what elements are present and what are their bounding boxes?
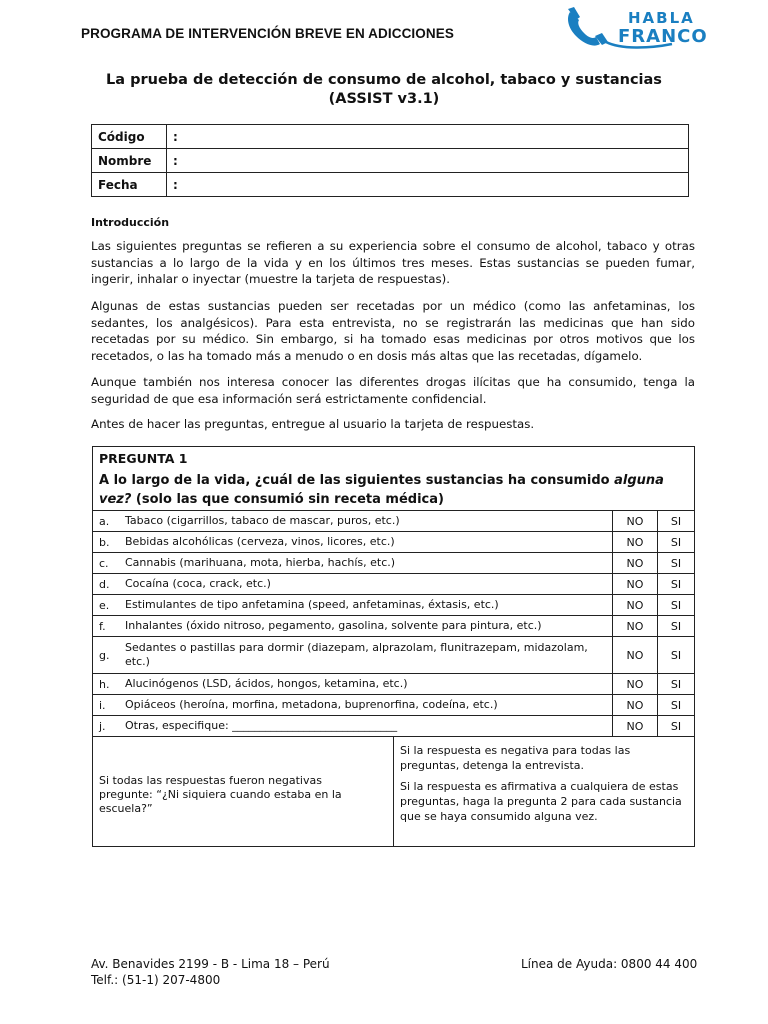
table-row	[93, 595, 694, 616]
answer-no[interactable]: NO	[613, 716, 658, 737]
answer-si[interactable]: SI	[658, 574, 695, 595]
question-text-emphasis: alguna vez?	[99, 473, 664, 507]
habla-franco-logo	[562, 4, 722, 54]
item-letter: g.	[93, 637, 125, 674]
table-row	[93, 637, 694, 674]
question-heading: PREGUNTA 1	[99, 451, 188, 466]
instruction-right-text	[400, 743, 685, 830]
footer-address: Av. Benavides 2199 - B - Lima 18 – Perú	[91, 957, 330, 971]
answer-si[interactable]: SI	[658, 716, 695, 737]
id-row-fecha	[92, 173, 689, 197]
table-row	[93, 532, 694, 553]
item-description: Tabaco (cigarrillos, tabaco de mascar, puros, etc.)	[125, 511, 613, 532]
instruction-right-cell	[394, 736, 694, 846]
item-letter: d.	[93, 574, 125, 595]
id-value-field[interactable]: :	[167, 125, 689, 149]
item-letter: c.	[93, 553, 125, 574]
question-text-part: A lo largo de la vida, ¿cuál de las siguientes sustancias ha consumido	[99, 473, 615, 488]
intro-paragraph: Las siguientes preguntas se refieren a su experiencia sobre el consumo de alcohol, tabaco y otras sustancias a lo largo de la vida y en los últimos tres meses. Estas sustancias se pueden fumar, ingerir, inhalar o inyectar (muestre la tarjeta de respuestas).	[91, 239, 695, 286]
table-row	[93, 511, 694, 532]
item-description: Estimulantes de tipo anfetamina (speed, anfetaminas, éxtasis, etc.)	[125, 595, 613, 616]
instruction-continue-text: Si la respuesta es afirmativa a cualquiera de estas preguntas, haga la pregunta 2 para cada sustancia que se haya consumido alguna vez.	[400, 780, 682, 823]
substance-table	[93, 510, 694, 737]
item-letter: a.	[93, 511, 125, 532]
item-description[interactable]: Otras, especifique: ______________________________	[125, 716, 613, 737]
item-description: Opiáceos (heroína, morfina, metadona, buprenorfina, codeína, etc.)	[125, 695, 613, 716]
intro-paragraph: Aunque también nos interesa conocer las diferentes drogas ilícitas que ha consumido, tenga la seguridad de que esa información será estrictamente confidencial.	[91, 375, 695, 406]
item-letter: j.	[93, 716, 125, 737]
answer-no[interactable]: NO	[613, 595, 658, 616]
instruction-stop-text: Si la respuesta es negativa para todas las preguntas, detenga la entrevista.	[400, 744, 631, 772]
table-row	[93, 716, 694, 737]
answer-si[interactable]: SI	[658, 695, 695, 716]
table-row	[93, 616, 694, 637]
question-text	[99, 471, 689, 509]
footer-phone: Telf.: (51-1) 207-4800	[91, 973, 221, 987]
program-title: PROGRAMA DE INTERVENCIÓN BREVE EN ADICCIONES	[81, 26, 454, 41]
question-text-part: (solo las que consumió sin receta médica)	[131, 492, 444, 507]
item-letter: i.	[93, 695, 125, 716]
intro-paragraph: Antes de hacer las preguntas, entregue al usuario la tarjeta de respuestas.	[91, 417, 535, 431]
instruction-negative-text: Si todas las respuestas fueron negativas pregunte: “¿Ni siquiera cuando estaba en la escuela?”	[99, 774, 342, 815]
question-1-box	[92, 446, 695, 847]
intro-paragraph: Algunas de estas sustancias pueden ser recetadas por un médico (como las anfetaminas, los sedantes, los analgésicos). Para esta entrevista, no se registrarán las medicinas que han sido recetadas por su médico. Sin embargo, si ha tomado esas medicinas por otros motivos que los recetados, o las ha tomado más a menudo o en dosis más altas que las recetadas, dígamelo.	[91, 299, 695, 363]
answer-no[interactable]: NO	[613, 553, 658, 574]
answer-no[interactable]: NO	[613, 532, 658, 553]
answer-si[interactable]: SI	[658, 637, 695, 674]
footer-helpline: Línea de Ayuda: 0800 44 400	[521, 957, 698, 971]
item-description: Sedantes o pastillas para dormir (diazepam, alprazolam, flunitrazepam, midazolam, etc.)	[125, 637, 613, 674]
item-letter: b.	[93, 532, 125, 553]
answer-si[interactable]: SI	[658, 595, 695, 616]
answer-no[interactable]: NO	[613, 637, 658, 674]
id-row-codigo	[92, 125, 689, 149]
table-row	[93, 553, 694, 574]
id-label: Fecha	[92, 173, 167, 197]
document-subtitle: (ASSIST v3.1)	[328, 91, 440, 107]
item-letter: h.	[93, 674, 125, 695]
intro-heading: Introducción	[91, 216, 170, 229]
answer-no[interactable]: NO	[613, 511, 658, 532]
identification-table	[91, 124, 689, 197]
svg-text:FRANCO: FRANCO	[618, 26, 708, 47]
table-row	[93, 574, 694, 595]
item-letter: f.	[93, 616, 125, 637]
id-label: Nombre	[92, 149, 167, 173]
answer-no[interactable]: NO	[613, 674, 658, 695]
answer-si[interactable]: SI	[658, 553, 695, 574]
document-title: La prueba de detección de consumo de alcohol, tabaco y sustancias	[106, 72, 662, 88]
item-description: Alucinógenos (LSD, ácidos, hongos, ketamina, etc.)	[125, 674, 613, 695]
answer-si[interactable]: SI	[658, 616, 695, 637]
item-description: Bebidas alcohólicas (cerveza, vinos, licores, etc.)	[125, 532, 613, 553]
svg-text:HABLA: HABLA	[628, 9, 695, 27]
instruction-left-cell	[93, 736, 394, 846]
id-value-field[interactable]: :	[167, 173, 689, 197]
id-label: Código	[92, 125, 167, 149]
phone-icon	[562, 4, 722, 54]
id-value-field[interactable]: :	[167, 149, 689, 173]
answer-si[interactable]: SI	[658, 511, 695, 532]
answer-no[interactable]: NO	[613, 574, 658, 595]
item-letter: e.	[93, 595, 125, 616]
answer-si[interactable]: SI	[658, 674, 695, 695]
answer-si[interactable]: SI	[658, 532, 695, 553]
table-row	[93, 674, 694, 695]
table-row	[93, 695, 694, 716]
item-description: Cocaína (coca, crack, etc.)	[125, 574, 613, 595]
id-row-nombre	[92, 149, 689, 173]
item-description: Inhalantes (óxido nitroso, pegamento, gasolina, solvente para pintura, etc.)	[125, 616, 613, 637]
answer-no[interactable]: NO	[613, 616, 658, 637]
answer-no[interactable]: NO	[613, 695, 658, 716]
item-description: Cannabis (marihuana, mota, hierba, hachís, etc.)	[125, 553, 613, 574]
